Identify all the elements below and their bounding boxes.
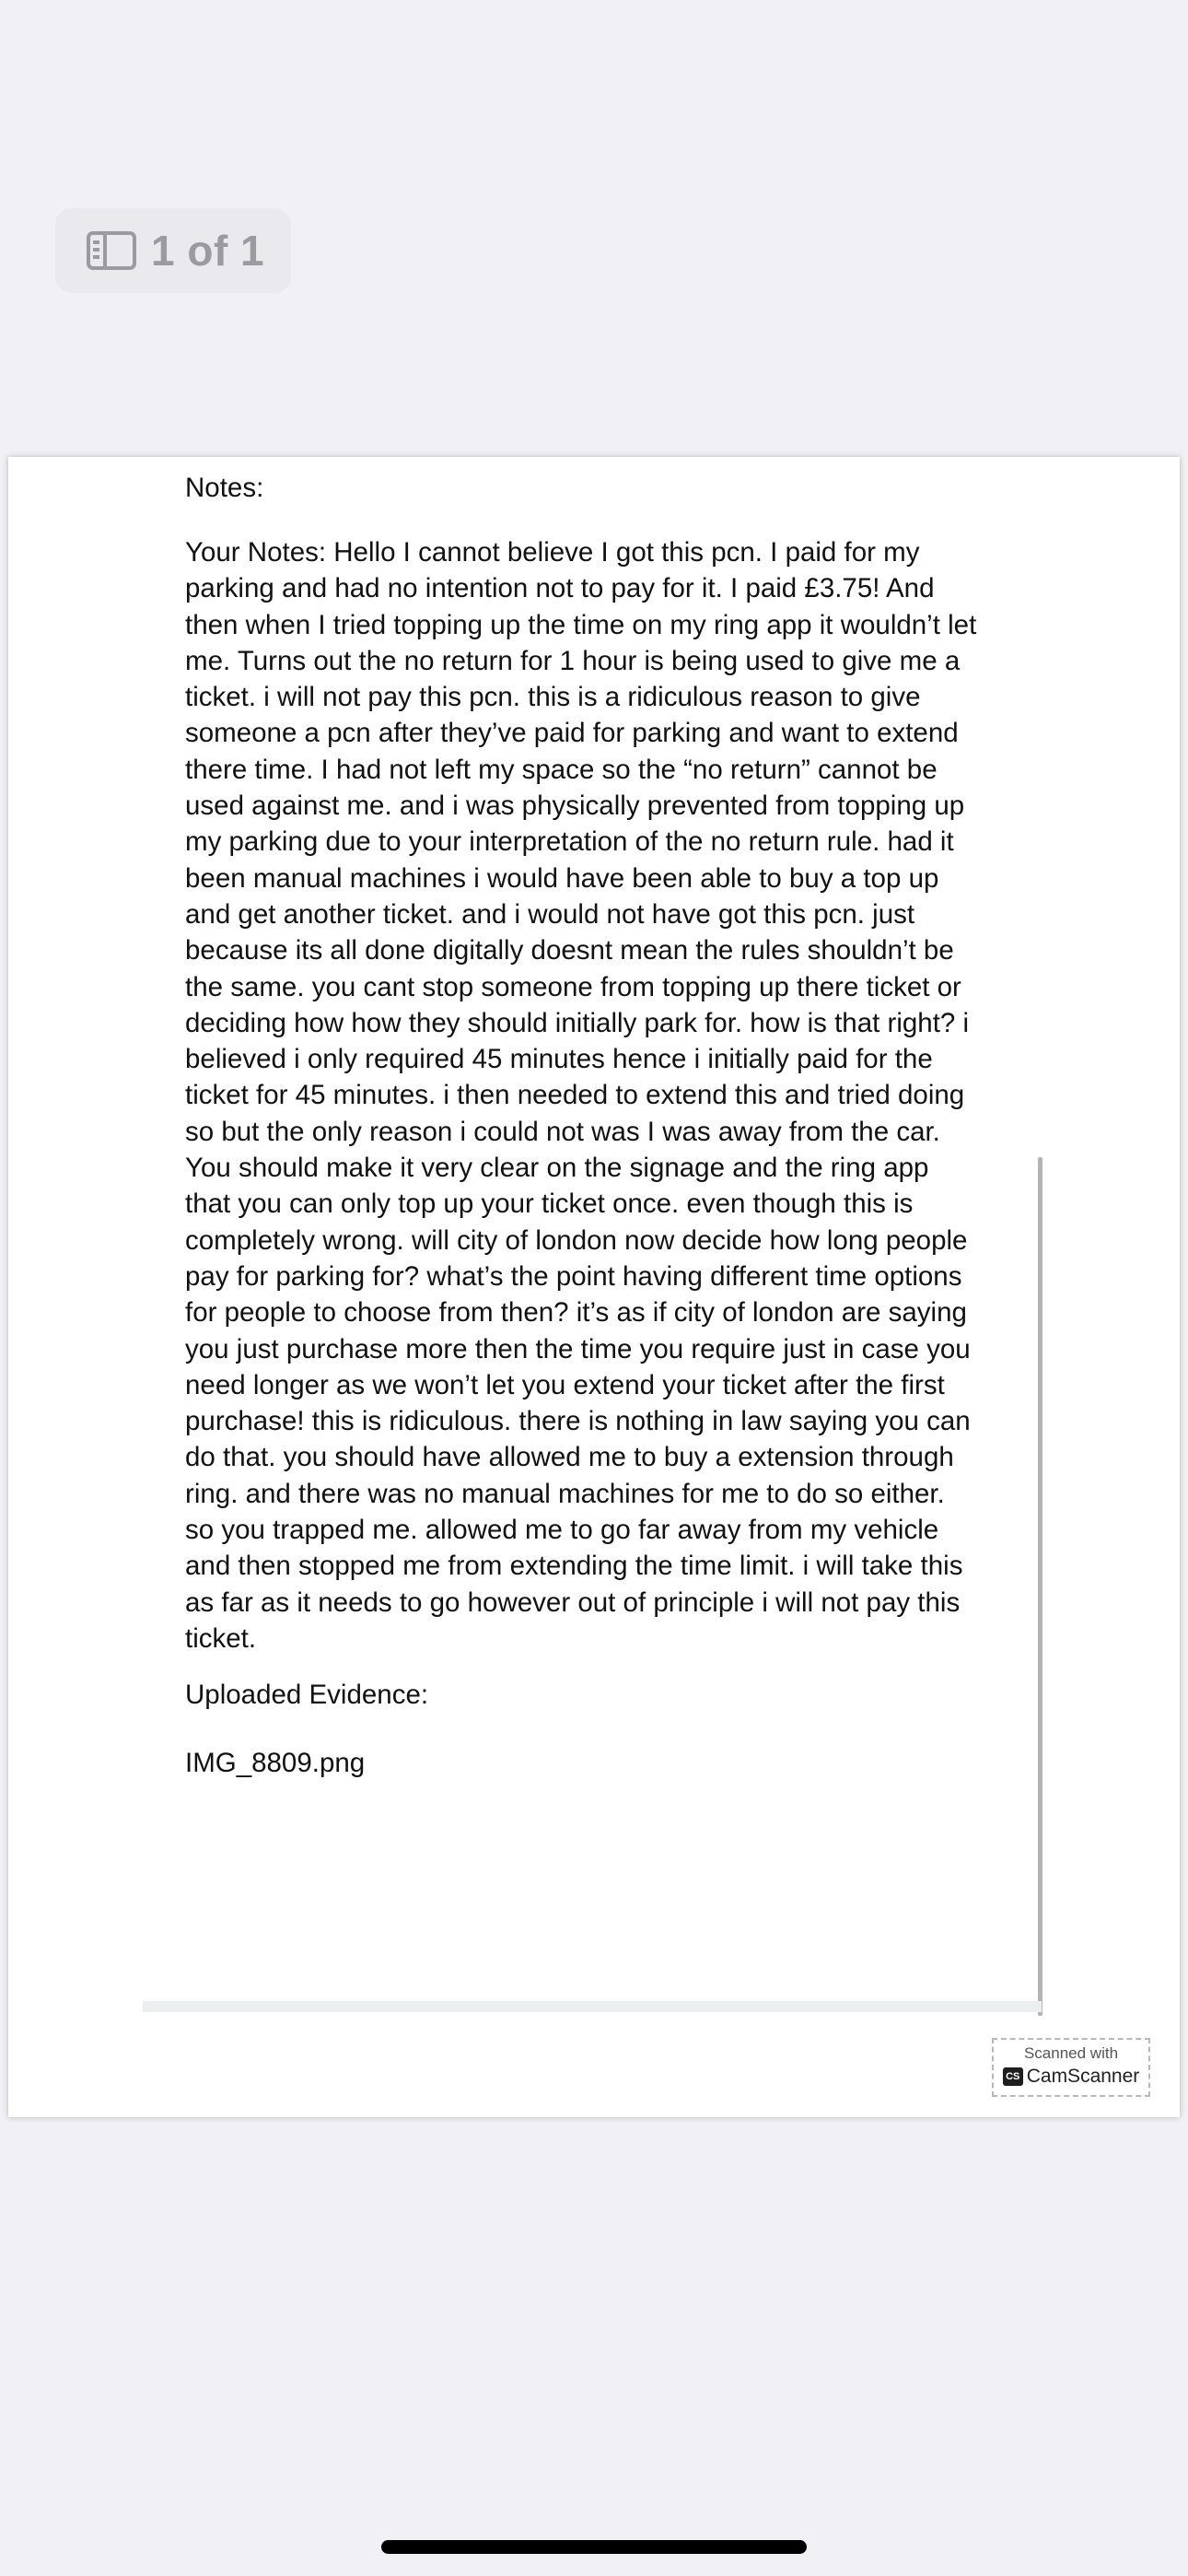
watermark-brand: CamScanner [1026,2066,1140,2087]
evidence-file-name: IMG_8809.png [185,1748,366,1778]
notes-line: ring. and there was no manual machines for me to do so either. [185,1478,945,1509]
notes-line: so you trapped me. allowed me to go far away from my vehicle [185,1515,939,1546]
notes-line: someone a pcn after they’ve paid for parking and want to extend [185,718,959,749]
watermark-brand-row [994,2065,1148,2089]
notes-line: completely wrong. will city of london now decide how long people [185,1224,968,1256]
notes-line: for people to choose from then? it’s as if city of london are saying [185,1297,967,1329]
notes-line: parking and had no intention not to pay for it. I paid £3.75! And [185,573,935,604]
notes-line: ticket for 45 minutes. i then needed to extend this and tried doing [185,1080,965,1111]
notes-line: as far as it needs to go however out of principle i will not pay this [185,1587,961,1618]
notes-line: and then stopped me from extending the time limit. i will take this [185,1551,963,1582]
home-indicator[interactable] [381,2540,807,2554]
notes-line: you just purchase more then the time you require just in case you [185,1333,971,1364]
camscanner-logo-icon: CS [1003,2067,1023,2086]
notes-line: then when I tried topping up the time on my ring app it wouldn’t let [185,609,977,640]
watermark-top-text: Scanned with [1023,2044,1119,2062]
camscanner-watermark [992,2038,1150,2097]
notes-line: ticket. i will not pay this pcn. this is a ridiculous reason to give [185,682,921,713]
notes-line: and get another ticket. and i would not have got this pcn. just [185,898,915,930]
horizontal-scrollbar[interactable] [143,2001,1042,2012]
vertical-scrollbar[interactable] [1038,1157,1042,2016]
notes-line: there time. I had not left my space so the “no return” cannot be [185,754,938,785]
notes-line: do that. you should have allowed me to buy a extension through [185,1442,954,1473]
notes-line: need longer as we won’t let you extend your ticket after the first [185,1369,945,1400]
notes-line: because its all done digitally doesnt mean the rules shouldn’t be [185,935,954,966]
notes-line: deciding how how they should initially park for. how is that right? i [185,1007,970,1038]
notes-line: so but the only reason i could not was I was away from the car. [185,1116,940,1147]
notes-line: the same. you cant stop someone from topping up there ticket or [185,971,961,1002]
notes-body [185,534,1014,1657]
sidebar-toggle-icon[interactable] [87,231,136,270]
notes-line: my parking due to your interpretation of the no return rule. had it [185,826,954,858]
notes-line: used against me. and i was physically prevented from topping up [185,790,965,822]
document-page[interactable] [8,457,1180,2117]
evidence-heading: Uploaded Evidence: [185,1680,429,1710]
notes-line: me. Turns out the no return for 1 hour is being used to give me a [185,645,961,676]
notes-line: purchase! this is ridiculous. there is nothing in law saying you can [185,1406,971,1437]
notes-line: pay for parking for? what’s the point having different time options [185,1260,962,1292]
notes-line: been manual machines i would have been able to buy a top up [185,862,939,894]
notes-line: Your Notes: Hello I cannot believe I got this pcn. I paid for my [185,537,920,568]
notes-line: that you can only top up your ticket once. even though this is [185,1188,914,1220]
page-counter-label: 1 of 1 [151,227,265,275]
notes-line: believed i only required 45 minutes hence i initially paid for the [185,1044,933,1075]
notes-heading: Notes: [185,473,264,503]
page-counter[interactable] [55,208,291,293]
notes-line: ticket. [185,1622,257,1654]
notes-line: You should make it very clear on the signage and the ring app [185,1153,929,1184]
